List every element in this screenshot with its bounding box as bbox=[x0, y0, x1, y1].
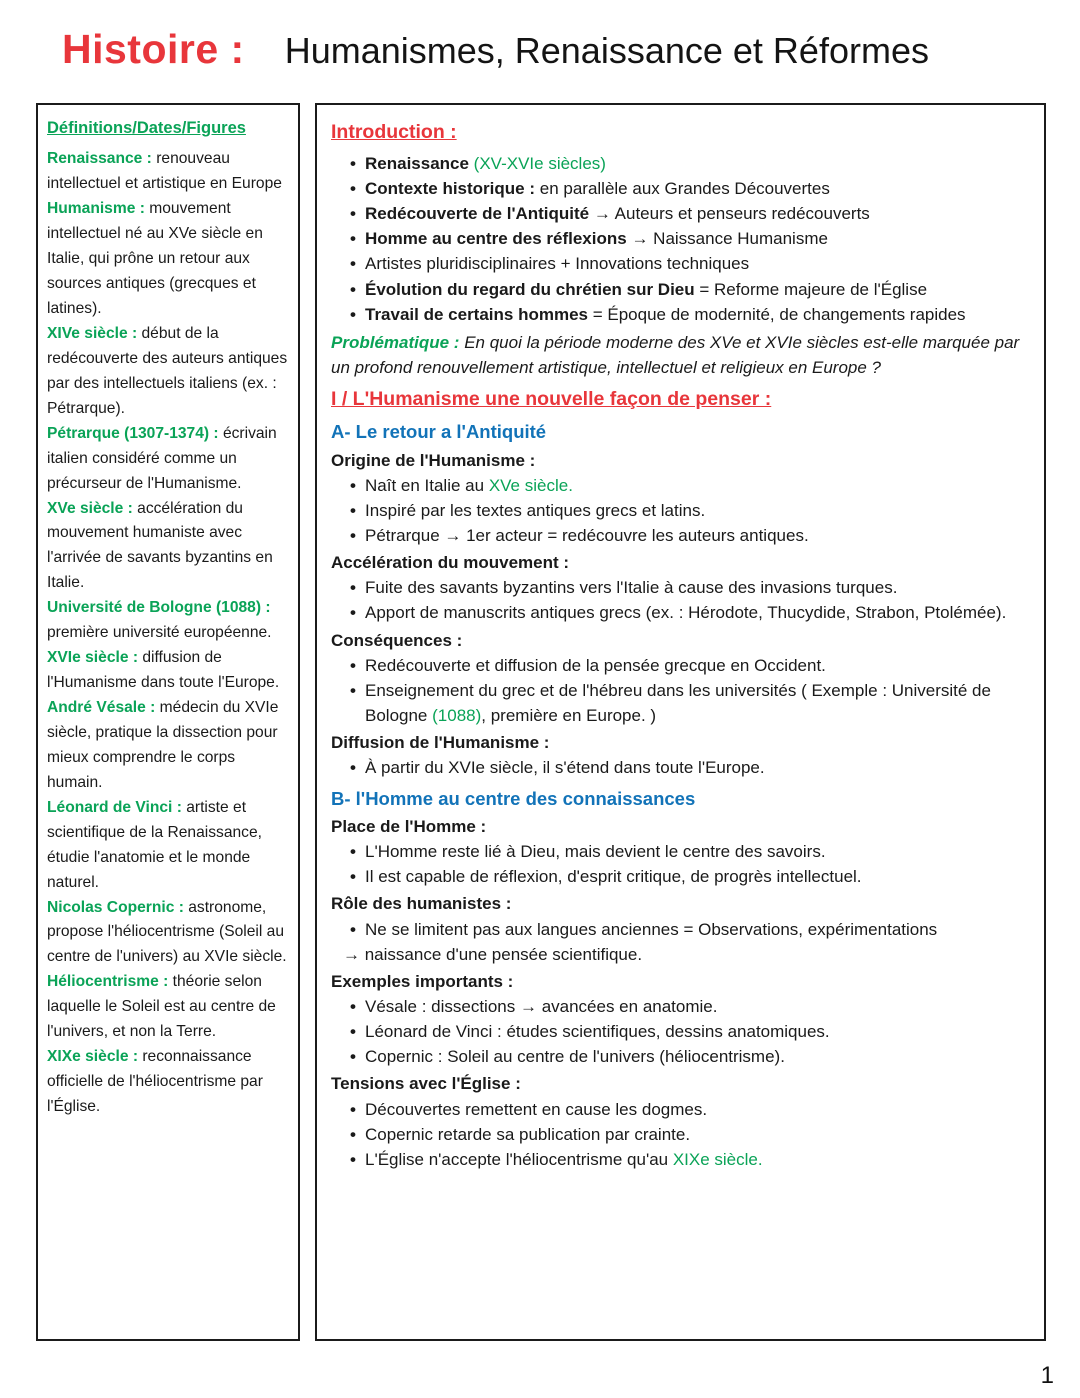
definitions-heading: Définitions/Dates/Figures bbox=[47, 119, 246, 137]
bullet-icon: • bbox=[350, 500, 356, 520]
block-bullet bbox=[331, 864, 1030, 889]
bullet-text bbox=[365, 1019, 1030, 1044]
definition-item bbox=[47, 970, 289, 1045]
definition-text: renouveau intellectuel et artistique en Europe bbox=[47, 150, 282, 193]
definition-item bbox=[47, 422, 289, 497]
bullet-text bbox=[365, 917, 1030, 942]
text-segment: XIXe siècle. bbox=[672, 1149, 763, 1169]
block-label bbox=[331, 969, 1030, 994]
bullet-text bbox=[365, 864, 1030, 889]
text-segment: B- l'Homme au centre des connaissances bbox=[331, 787, 696, 809]
text-segment: → Auteurs et penseurs redécouverts bbox=[589, 204, 870, 224]
bullet-icon: • bbox=[350, 842, 356, 862]
text-segment: = Reforme majeure de l'Église bbox=[694, 279, 928, 299]
block-bullet bbox=[331, 653, 1030, 678]
bullet-icon: • bbox=[350, 1149, 356, 1169]
bullet-icon: • bbox=[350, 1124, 356, 1144]
definition-item bbox=[47, 796, 289, 896]
block-bullet bbox=[331, 473, 1030, 498]
bullet-icon: • bbox=[350, 1022, 356, 1042]
bullet-icon: • bbox=[350, 997, 356, 1016]
bullet-icon: • bbox=[350, 1099, 356, 1119]
text-segment: Pétrarque → 1er acteur = redécouvre les auteurs antiques. bbox=[365, 525, 809, 545]
text-segment: Copernic : Soleil au centre de l'univers (héliocentrisme). bbox=[365, 1047, 785, 1067]
bullet-icon: • bbox=[350, 475, 356, 495]
definition-term: Léonard de Vinci : bbox=[47, 798, 182, 816]
bullet-text bbox=[365, 1044, 1030, 1069]
bullet-text bbox=[365, 251, 1030, 276]
bullet-icon: • bbox=[350, 680, 356, 700]
block-bullet bbox=[331, 498, 1030, 523]
text-segment: Renaissance bbox=[365, 153, 469, 173]
definition-term: XVe siècle : bbox=[47, 499, 133, 517]
bullet-icon: • bbox=[350, 655, 356, 675]
bullet-icon: • bbox=[350, 919, 356, 939]
bullet-icon: • bbox=[350, 758, 356, 778]
text-segment: Rôle des humanistes : bbox=[331, 894, 512, 914]
text-segment: Introduction : bbox=[331, 121, 457, 143]
definition-term: XIXe siècle : bbox=[47, 1048, 139, 1066]
block-bullet bbox=[331, 1147, 1030, 1172]
block-bullet bbox=[331, 575, 1030, 600]
block-label bbox=[331, 1071, 1030, 1096]
bullet-text bbox=[365, 678, 1030, 728]
definition-term: Nicolas Copernic : bbox=[47, 898, 184, 916]
text-segment: , première en Europe. ) bbox=[481, 706, 657, 726]
bullet-text bbox=[365, 755, 1030, 780]
text-segment: Problématique : bbox=[331, 332, 460, 352]
definition-term: XIVe siècle : bbox=[47, 324, 138, 342]
bullet-icon: • bbox=[350, 153, 356, 173]
bullet-text bbox=[365, 498, 1030, 523]
block-bullet bbox=[331, 917, 1030, 942]
definition-item bbox=[47, 147, 289, 197]
text-segment: Apport de manuscrits antiques grecs (ex. : Hérodote, Thucydide, Strabon, Ptolémée). bbox=[365, 603, 1007, 623]
block-label bbox=[331, 550, 1030, 575]
block-bullet bbox=[331, 176, 1030, 201]
block-label bbox=[331, 628, 1030, 653]
definition-term: Université de Bologne (1088) : bbox=[47, 599, 271, 617]
block-bullet bbox=[331, 201, 1030, 226]
definition-term: Humanisme : bbox=[47, 200, 145, 218]
bullet-icon: • bbox=[350, 254, 356, 274]
definition-term: XVIe siècle : bbox=[47, 649, 139, 667]
page-title-label: Histoire : bbox=[62, 26, 245, 72]
text-segment: (XV-XVIe siècles) bbox=[468, 153, 606, 173]
definition-text: reconnaissance officielle de l'héliocentrisme par l'Église. bbox=[47, 1048, 263, 1116]
definition-item bbox=[47, 197, 289, 322]
block-bullet bbox=[331, 523, 1030, 548]
bullet-text bbox=[365, 653, 1030, 678]
text-segment: Conséquences : bbox=[331, 630, 463, 650]
text-segment: À partir du XVIe siècle, il s'étend dans toute l'Europe. bbox=[365, 758, 765, 778]
text-segment: L'Église n'accepte l'héliocentrisme qu'au bbox=[365, 1149, 673, 1169]
block-bullet bbox=[331, 1044, 1030, 1069]
bullet-icon: • bbox=[350, 578, 356, 598]
block-bullet bbox=[331, 277, 1030, 302]
definition-term: Renaissance : bbox=[47, 150, 152, 168]
bullet-text bbox=[365, 1122, 1030, 1147]
definition-text: accélération du mouvement humaniste avec l'arrivée de savants byzantins en Italie. bbox=[47, 499, 273, 592]
text-segment: XVe siècle. bbox=[488, 475, 573, 495]
block-heading-red bbox=[331, 385, 1030, 414]
page-number: 1 bbox=[1040, 1362, 1054, 1389]
bullet-text bbox=[365, 302, 1030, 327]
definitions-box bbox=[36, 103, 300, 1341]
text-segment: Contexte historique : bbox=[365, 179, 536, 199]
page-title: Humanismes, Renaissance et Réformes bbox=[284, 30, 929, 71]
text-segment: Évolution du regard du chrétien sur Dieu bbox=[365, 279, 695, 299]
definition-item bbox=[47, 646, 289, 696]
definitions-list bbox=[47, 147, 289, 1120]
bullet-icon: • bbox=[350, 179, 356, 199]
text-segment: Artistes pluridisciplinaires + Innovations techniques bbox=[365, 254, 750, 274]
definition-text: première université européenne. bbox=[47, 624, 272, 642]
definition-text: artiste et scientifique de la Renaissance, étudie l'anatomie et le monde naturel. bbox=[47, 798, 262, 891]
page-header bbox=[0, 0, 1080, 73]
text-segment: Fuite des savants byzantins vers l'Italie à cause des invasions turques. bbox=[365, 578, 898, 598]
definition-item bbox=[47, 596, 289, 646]
bullet-text bbox=[365, 277, 1030, 302]
text-segment: L'Homme reste lié à Dieu, mais devient le centre des savoirs. bbox=[365, 842, 826, 862]
definition-term: Pétrarque (1307-1374) : bbox=[47, 424, 219, 442]
block-cont bbox=[331, 942, 1030, 967]
text-segment: Naît en Italie au bbox=[365, 475, 489, 495]
text-segment: Découvertes remettent en cause les dogmes. bbox=[365, 1099, 708, 1119]
main-content bbox=[315, 103, 1046, 1341]
bullet-text bbox=[365, 839, 1030, 864]
definition-item bbox=[47, 896, 289, 971]
text-segment: Accélération du mouvement : bbox=[331, 553, 570, 573]
block-bullet bbox=[331, 302, 1030, 327]
block-label bbox=[331, 814, 1030, 839]
text-segment: Ne se limitent pas aux langues anciennes = Observations, expérimentations bbox=[365, 919, 938, 939]
text-segment: en parallèle aux Grandes Découvertes bbox=[535, 179, 830, 199]
block-bullet bbox=[331, 994, 1030, 1019]
text-segment: Redécouverte et diffusion de la pensée grecque en Occident. bbox=[365, 655, 826, 675]
text-segment: Redécouverte de l'Antiquité bbox=[365, 204, 590, 224]
bullet-text bbox=[365, 1147, 1030, 1172]
text-segment: A- Le retour a l'Antiquité bbox=[331, 421, 547, 443]
definition-text: écrivain italien considéré comme un précurseur de l'Humanisme. bbox=[47, 424, 277, 492]
definition-item bbox=[47, 1045, 289, 1120]
block-bullet bbox=[331, 678, 1030, 728]
text-segment: Il est capable de réflexion, d'esprit critique, de progrès intellectuel. bbox=[365, 867, 862, 887]
definition-term: André Vésale : bbox=[47, 699, 156, 717]
block-label bbox=[331, 891, 1030, 916]
text-segment: → naissance d'une pensée scientifique. bbox=[343, 944, 643, 964]
content-columns bbox=[36, 103, 1046, 1341]
text-segment: Inspiré par les textes antiques grecs et latins. bbox=[365, 500, 706, 520]
text-segment: Enseignement du grec et de l'hébreu dans les universités ( Exemple : Université de Bologne bbox=[365, 680, 991, 726]
text-segment: I / L'Humanisme une nouvelle façon de penser : bbox=[331, 388, 772, 411]
block-heading-red bbox=[331, 118, 1030, 147]
text-segment: Travail de certains hommes bbox=[365, 304, 588, 324]
definition-item bbox=[47, 497, 289, 597]
block-bullet bbox=[331, 1122, 1030, 1147]
block-heading-blue bbox=[331, 785, 1030, 812]
text-segment: Place de l'Homme : bbox=[331, 816, 487, 836]
definition-item bbox=[47, 696, 289, 796]
block-bullet bbox=[331, 839, 1030, 864]
bullet-icon: • bbox=[350, 1047, 356, 1067]
text-segment: Léonard de Vinci : études scientifiques, dessins anatomiques. bbox=[365, 1022, 830, 1042]
bullet-text bbox=[365, 600, 1030, 625]
block-bullet bbox=[331, 151, 1030, 176]
bullet-icon: • bbox=[350, 603, 356, 623]
bullet-icon: • bbox=[350, 525, 356, 545]
text-segment: Copernic retarde sa publication par crainte. bbox=[365, 1124, 691, 1144]
bullet-text bbox=[365, 994, 1030, 1019]
text-segment: En quoi la période moderne des XVe et XVIe siècles est-elle marquée par un profond renouvellement artistique, intellectuel et religieux en Europe ? bbox=[331, 332, 1020, 378]
text-segment: Exemples importants : bbox=[331, 971, 514, 991]
bullet-text bbox=[365, 473, 1030, 498]
block-bullet bbox=[331, 600, 1030, 625]
text-segment: Origine de l'Humanisme : bbox=[331, 450, 536, 470]
block-bullet bbox=[331, 251, 1030, 276]
bullet-text bbox=[365, 176, 1030, 201]
bullet-icon: • bbox=[350, 204, 356, 224]
bullet-text bbox=[365, 575, 1030, 600]
text-segment: = Époque de modernité, de changements rapides bbox=[588, 304, 966, 324]
bullet-text bbox=[365, 1097, 1030, 1122]
text-segment: Homme au centre des réflexions bbox=[365, 229, 627, 249]
definition-text: théorie selon laquelle le Soleil est au centre de l'univers, et non la Terre. bbox=[47, 973, 276, 1041]
bullet-icon: • bbox=[350, 304, 356, 324]
definition-term: Héliocentrisme : bbox=[47, 973, 169, 991]
text-segment: (1088) bbox=[432, 706, 482, 726]
text-segment: Vésale : dissections → avancées en anatomie. bbox=[365, 997, 718, 1016]
block-label bbox=[331, 730, 1030, 755]
block-bullet bbox=[331, 1019, 1030, 1044]
definition-item bbox=[47, 322, 289, 422]
bullet-icon: • bbox=[350, 279, 356, 299]
bullet-text bbox=[365, 523, 1030, 548]
bullet-icon: • bbox=[350, 229, 356, 249]
block-bullet bbox=[331, 755, 1030, 780]
block-bullet bbox=[331, 226, 1030, 251]
definition-text: diffusion de l'Humanisme dans toute l'Europe. bbox=[47, 649, 280, 692]
bullet-text bbox=[365, 226, 1030, 251]
definition-text: médecin du XVIe siècle, pratique la dissection pour mieux comprendre le corps humain. bbox=[47, 699, 279, 791]
block-bullet bbox=[331, 1097, 1030, 1122]
bullet-text bbox=[365, 201, 1030, 226]
text-segment: → Naissance Humanisme bbox=[626, 229, 828, 249]
text-segment: Tensions avec l'Église : bbox=[331, 1074, 521, 1094]
definition-text: astronome, propose l'héliocentrisme (Soleil au centre de l'univers) au XVIe siècle. bbox=[47, 898, 287, 966]
text-segment: Diffusion de l'Humanisme : bbox=[331, 733, 550, 753]
block-heading-blue bbox=[331, 418, 1030, 445]
block-label bbox=[331, 448, 1030, 473]
definition-text: mouvement intellectuel né au XVe siècle en Italie, qui prône un retour aux sources antiques (grecques et latines). bbox=[47, 200, 263, 318]
bullet-text bbox=[365, 151, 1030, 176]
definition-text: début de la redécouverte des auteurs antiques par des intellectuels italiens (ex. : Pétrarque). bbox=[47, 324, 288, 417]
bullet-icon: • bbox=[350, 867, 356, 887]
block-para bbox=[331, 330, 1030, 380]
